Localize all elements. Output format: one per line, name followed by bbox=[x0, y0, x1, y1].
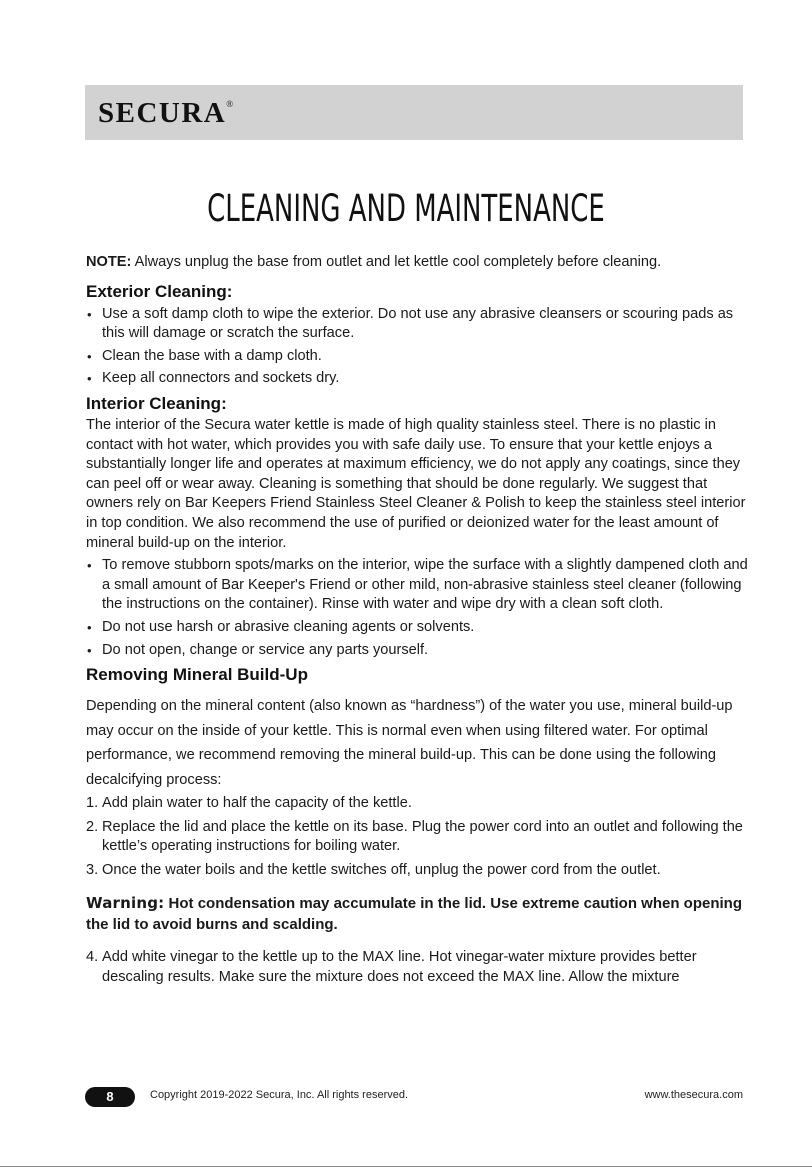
list-item bbox=[86, 818, 756, 857]
interior-heading: Interior Cleaning: bbox=[86, 393, 227, 413]
content bbox=[86, 253, 756, 992]
note-text: Always unplug the base from outlet and let kettle cool completely before cleaning. bbox=[131, 254, 662, 270]
list-item: • To remove stubborn spots/marks on the interior, wipe the surface with a slightly dampened cloth and a small amount of Bar Keeper's Friend or other mild, non-abrasive stainless steel cleaner (following the instructions on the container). Rinse with water and wipe dry with a clean soft cloth. bbox=[86, 556, 756, 615]
list-item bbox=[86, 794, 756, 814]
step-text: Once the water boils and the kettle switches off, unplug the power cord from the outlet. bbox=[102, 861, 661, 878]
mineral-heading: Removing Mineral Build-Up bbox=[86, 665, 308, 685]
exterior-list bbox=[86, 305, 756, 389]
list-item bbox=[86, 861, 756, 881]
step-text: Add white vinegar to the kettle up to the MAX line. Hot vinegar-water mixture provides better descaling results. Make sure the mixture does not exceed the MAX line. Allow the mixture bbox=[102, 949, 697, 986]
mineral-intro: Depending on the mineral content (also known as “hardness”) of the water you use, mineral build-up may occur on the inside of your kettle. This is normal even when using filtered water. For optimal performance, we recommend removing the mineral build-up. This can be done using the following decalcifying process: bbox=[86, 698, 733, 788]
bottom-rule bbox=[0, 1166, 812, 1167]
list-item: • Do not open, change or service any parts yourself. bbox=[86, 641, 756, 661]
note-label: NOTE: bbox=[86, 254, 132, 270]
interior-intro: The interior of the Secura water kettle is made of high quality stainless steel. There is no plastic in contact with hot water, which provides you with safe daily use. To ensure that your kettle enjoys a substantially longer life and operates at maximum efficiency, we do not apply any coatings, since they can peel off or wear away. Cleaning is something that should be done regularly. We suggest that owners rely on Bar Keepers Friend Stainless Steel Cleaner & Polish to keep the stainless steel interior in top condition. We also recommend the use of purified or deionized water for the least amount of mineral build-up on the interior. bbox=[86, 416, 746, 551]
list-item: • Do not use harsh or abrasive cleaning agents or solvents. bbox=[86, 618, 756, 638]
header-band bbox=[85, 85, 743, 140]
registered-mark: ® bbox=[226, 99, 234, 109]
list-item: • Keep all connectors and sockets dry. bbox=[86, 369, 756, 389]
exterior-heading: Exterior Cleaning: bbox=[86, 281, 233, 301]
steps-list-continued bbox=[86, 948, 756, 987]
warning-label: Warning: bbox=[86, 894, 165, 913]
page-number-badge: 8 bbox=[85, 1087, 135, 1107]
step-number: 3. bbox=[86, 861, 99, 878]
note bbox=[86, 253, 756, 273]
step-number: 2. bbox=[86, 818, 99, 835]
brand-logo bbox=[98, 97, 233, 130]
list-item: • Clean the base with a damp cloth. bbox=[86, 347, 756, 367]
warning-text: Hot condensation may accumulate in the lid. Use extreme caution when opening the lid to avoid burns and scalding. bbox=[86, 895, 742, 934]
step-text: Replace the lid and place the kettle on its base. Plug the power cord into an outlet and following the kettle’s operating instructions for boiling water. bbox=[102, 818, 743, 855]
interior-list bbox=[86, 556, 756, 660]
step-number: 4. bbox=[86, 949, 99, 966]
list-item bbox=[86, 948, 756, 987]
list-item: • Use a soft damp cloth to wipe the exterior. Do not use any abrasive cleansers or scouring pads as this will damage or scratch the surface. bbox=[86, 305, 756, 344]
steps-list bbox=[86, 794, 756, 880]
copyright-text: Copyright 2019-2022 Secura, Inc. All rights reserved. bbox=[150, 1089, 409, 1101]
warning bbox=[86, 893, 756, 935]
website-link[interactable]: www.thesecura.com bbox=[644, 1089, 743, 1101]
page-title: CLEANING AND MAINTENANCE bbox=[207, 187, 605, 230]
step-text: Add plain water to half the capacity of the kettle. bbox=[102, 795, 412, 812]
brand-name: SECURA bbox=[98, 97, 227, 129]
step-number: 1. bbox=[86, 795, 99, 812]
